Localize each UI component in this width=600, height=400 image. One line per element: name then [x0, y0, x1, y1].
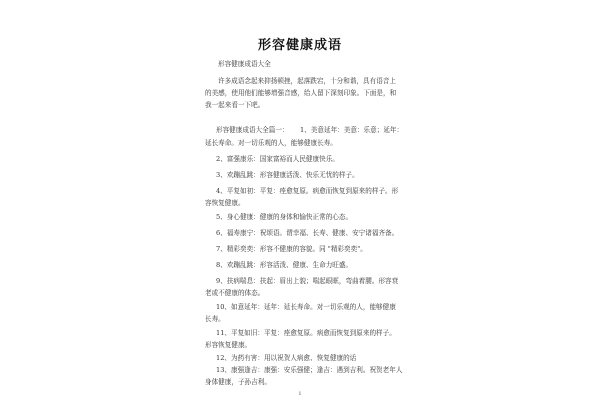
- intro-line: 我一起来看一下吧。: [205, 101, 265, 109]
- entry-line: 8、欢蹦乱跳：形容活泼、健康、生命力旺盛。: [216, 261, 353, 269]
- document-subtitle: 形容健康成语大全: [218, 60, 271, 68]
- entry-line: 13、康强逢吉：康强：安乐强健；逢吉：遇到吉利。祝贺老年人: [216, 366, 403, 374]
- entry-line: 1、美意延年：美意：乐意；延年：: [300, 126, 404, 134]
- entry-line: 10、如意延年：延年：延长寿命。对一切乐观的人，能够健康: [216, 303, 396, 311]
- entry-line: 7、精彩奕奕：形容不健康的容貌。同 "精彩奕奕"。: [216, 245, 367, 253]
- entry-line: 2、富强康乐：国家富裕而人民健康快乐。: [216, 155, 339, 163]
- document-title: 形容健康成语: [257, 38, 342, 53]
- entry-line: 5、身心健康：健康的身体和愉快正常的心态。: [216, 213, 353, 221]
- entry-line: 12、为药有害：用以祝贺人病愈、恢复健康的话: [216, 354, 357, 362]
- entry-line: 形容恢复健康。: [205, 341, 252, 349]
- entry-line: 长寿。: [205, 315, 225, 323]
- entry-line: 11、平复如旧：平复：痊愈复原。病愈而恢复到原来的样子。: [216, 329, 396, 337]
- intro-line: 的美感，使用他们能够增强音感，给人留下深刻印象。下面是，和: [205, 89, 397, 97]
- entry-line: 身体健康，子孙吉利。: [205, 378, 271, 386]
- section-heading: 形容健康成语大全篇一：: [216, 126, 289, 134]
- page-number: 1: [298, 391, 302, 397]
- entry-line: 老或不健康的体态。: [205, 289, 265, 297]
- entry-line: 4、平复如初：平复：痊愈复原。病愈而恢复到原来的样子。形: [216, 187, 399, 195]
- entry-line: 9、扶病喘息：扶起：眉出上貌；喘起眼眶，弯曲着腰。形容衰: [216, 277, 399, 285]
- intro-line: 许多成语念起来抑扬顿挫，起落跌宕，十分和谐，具有语音上: [218, 77, 397, 85]
- entry-line: 6、福寿康宁：祝颂语。谓幸福、长寿、健康、安宁诸福齐备。: [216, 229, 399, 237]
- entry-line: 容恢复健康。: [205, 199, 245, 207]
- entry-line: 3、欢蹦乱跳：形容健康活泼、快乐无忧的样子。: [216, 171, 359, 179]
- entry-line: 延长寿命。对一切乐观的人，能够健康长寿。: [205, 139, 337, 147]
